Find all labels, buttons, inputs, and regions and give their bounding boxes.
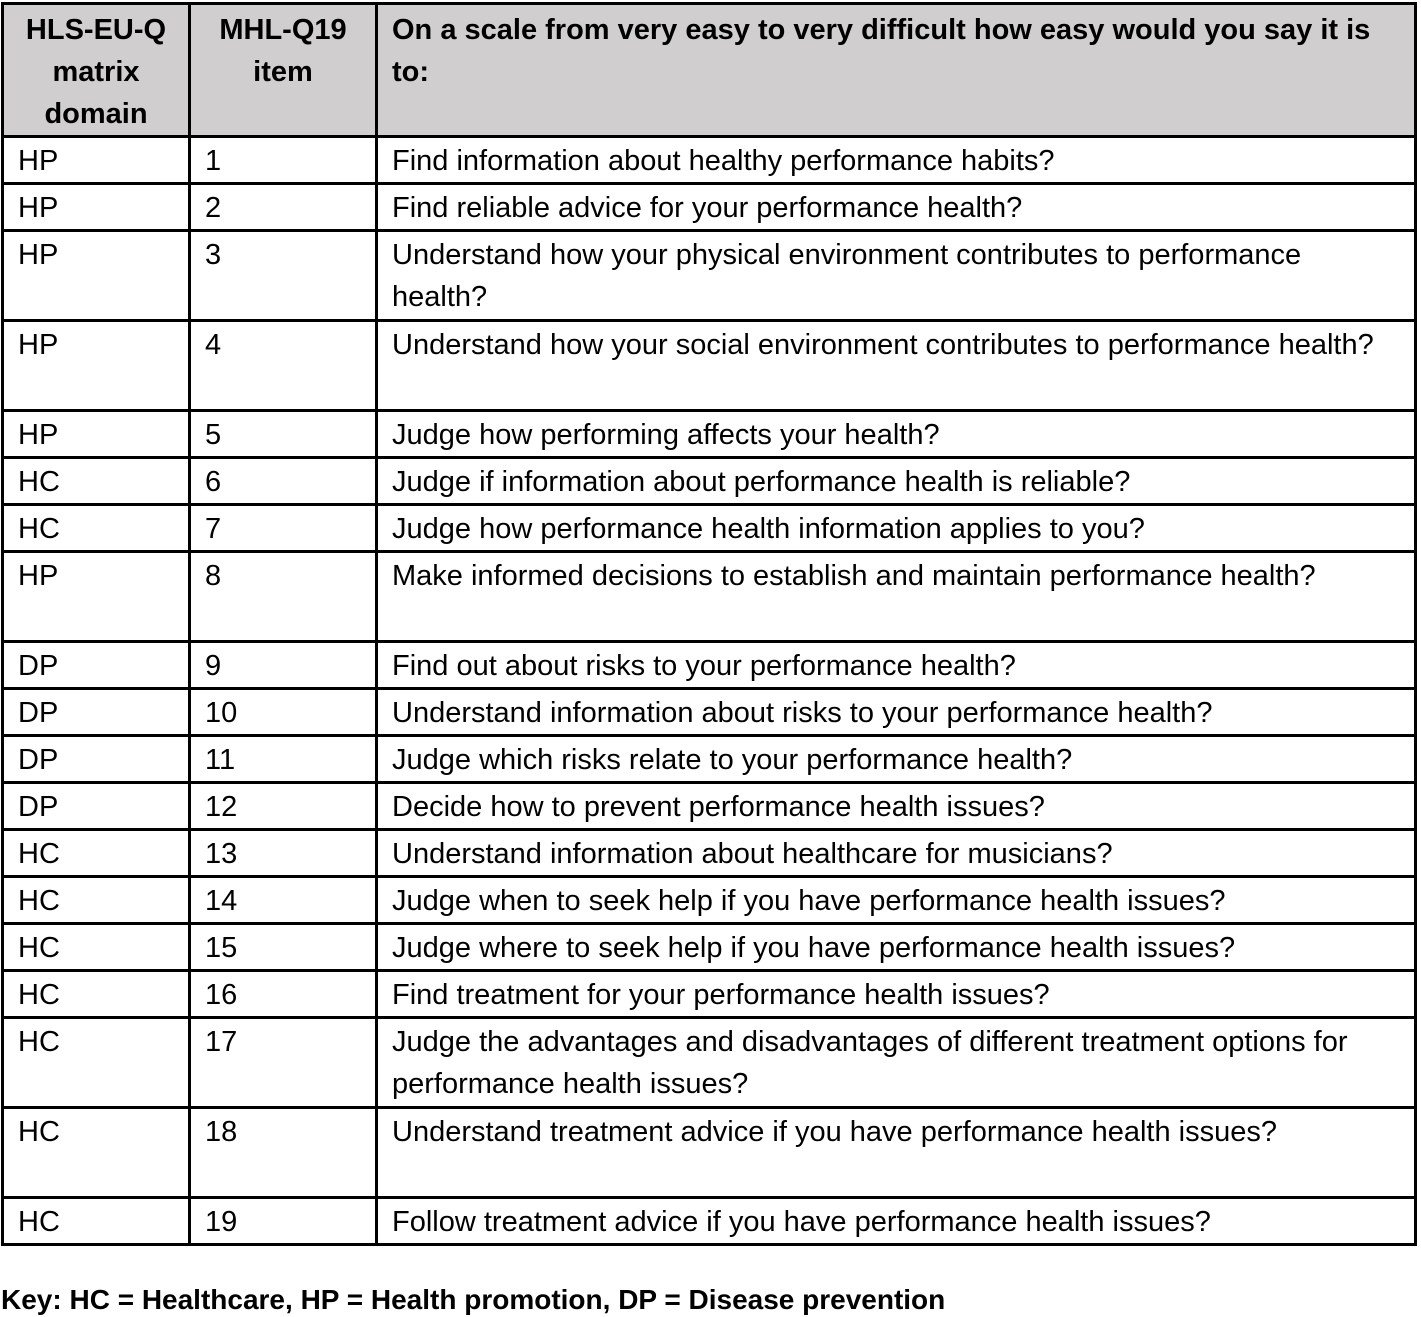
table-row [3, 971, 1416, 1018]
cell-question: Judge if information about performance health is reliable? [377, 458, 1416, 505]
cell-domain: DP [3, 642, 190, 689]
cell-domain: HP [3, 411, 190, 458]
table-row [3, 321, 1416, 411]
cell-item: 4 [190, 321, 377, 411]
table-row [3, 1108, 1416, 1198]
cell-item: 8 [190, 552, 377, 642]
cell-domain: HC [3, 971, 190, 1018]
cell-question: Understand how your physical environment contributes to performance health? [377, 231, 1416, 321]
cell-question: Judge the advantages and disadvantages of different treatment options for performance health issues? [377, 1018, 1416, 1108]
table-header [3, 4, 1416, 137]
cell-domain: HC [3, 1108, 190, 1198]
cell-question: Understand information about healthcare for musicians? [377, 830, 1416, 877]
cell-domain: HC [3, 505, 190, 552]
cell-domain: DP [3, 736, 190, 783]
cell-item: 1 [190, 137, 377, 184]
table-row [3, 1018, 1416, 1108]
table-row [3, 830, 1416, 877]
cell-domain: HC [3, 1018, 190, 1108]
cell-domain: HP [3, 231, 190, 321]
cell-question: Decide how to prevent performance health issues? [377, 783, 1416, 830]
table-row [3, 184, 1416, 231]
cell-question: Judge when to seek help if you have performance health issues? [377, 877, 1416, 924]
table-row [3, 642, 1416, 689]
table-row [3, 231, 1416, 321]
cell-question: Follow treatment advice if you have performance health issues? [377, 1198, 1416, 1245]
cell-question: Judge which risks relate to your performance health? [377, 736, 1416, 783]
cell-domain: DP [3, 783, 190, 830]
cell-question: Find treatment for your performance health issues? [377, 971, 1416, 1018]
cell-item: 10 [190, 689, 377, 736]
header-domain: HLS-EU-Q matrix domain [3, 4, 190, 137]
cell-question: Find reliable advice for your performance health? [377, 184, 1416, 231]
cell-item: 3 [190, 231, 377, 321]
cell-question: Make informed decisions to establish and maintain performance health? [377, 552, 1416, 642]
mhl-q19-table [1, 2, 1417, 1246]
cell-domain: HC [3, 1198, 190, 1245]
cell-question: Find information about healthy performance habits? [377, 137, 1416, 184]
cell-item: 13 [190, 830, 377, 877]
cell-domain: HP [3, 552, 190, 642]
table-row [3, 552, 1416, 642]
table-row [3, 137, 1416, 184]
cell-domain: DP [3, 689, 190, 736]
table-row [3, 458, 1416, 505]
table-row [3, 736, 1416, 783]
cell-domain: HC [3, 877, 190, 924]
table-row [3, 411, 1416, 458]
cell-domain: HC [3, 924, 190, 971]
cell-domain: HP [3, 321, 190, 411]
cell-question: Judge how performance health information applies to you? [377, 505, 1416, 552]
cell-item: 6 [190, 458, 377, 505]
cell-domain: HC [3, 830, 190, 877]
cell-item: 9 [190, 642, 377, 689]
table-row [3, 924, 1416, 971]
cell-item: 15 [190, 924, 377, 971]
cell-item: 2 [190, 184, 377, 231]
cell-question: Find out about risks to your performance health? [377, 642, 1416, 689]
table-row [3, 1198, 1416, 1245]
table-row [3, 877, 1416, 924]
table-row [3, 505, 1416, 552]
cell-domain: HP [3, 137, 190, 184]
cell-item: 19 [190, 1198, 377, 1245]
cell-item: 18 [190, 1108, 377, 1198]
cell-domain: HP [3, 184, 190, 231]
cell-item: 14 [190, 877, 377, 924]
cell-item: 7 [190, 505, 377, 552]
cell-question: Understand information about risks to your performance health? [377, 689, 1416, 736]
header-item: MHL-Q19 item [190, 4, 377, 137]
table-row [3, 783, 1416, 830]
cell-item: 17 [190, 1018, 377, 1108]
table-row [3, 689, 1416, 736]
header-question: On a scale from very easy to very difficult how easy would you say it is to: [377, 4, 1416, 137]
cell-item: 16 [190, 971, 377, 1018]
cell-question: Understand how your social environment contributes to performance health? [377, 321, 1416, 411]
cell-question: Judge how performing affects your health? [377, 411, 1416, 458]
cell-item: 11 [190, 736, 377, 783]
table-body [3, 137, 1416, 1245]
cell-question: Understand treatment advice if you have performance health issues? [377, 1108, 1416, 1198]
header-row [3, 4, 1416, 137]
abbreviation-key: Key: HC = Healthcare, HP = Health promotion, DP = Disease prevention [1, 1284, 946, 1315]
cell-item: 12 [190, 783, 377, 830]
cell-question: Judge where to seek help if you have performance health issues? [377, 924, 1416, 971]
cell-item: 5 [190, 411, 377, 458]
cell-domain: HC [3, 458, 190, 505]
